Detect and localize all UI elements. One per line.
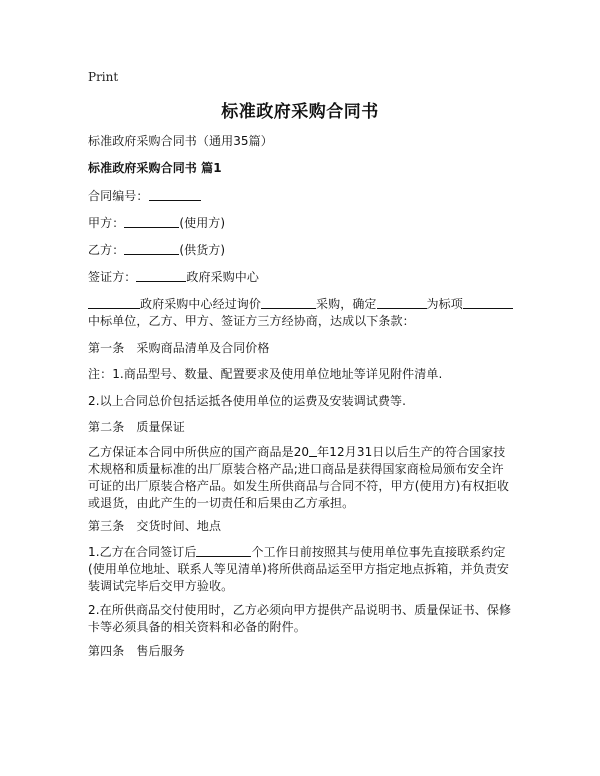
intro-blank-3 [377,296,427,309]
article-2-text-2: 年12月31日以后生产的符合国家技术规格和质量标准的出厂原装合格产品;进口商品是获得国家商检局颁布安全许可证的出厂原装合格产品。如发生所供商品与合同不符，甲方(使用方)有权拒收或退货，由此产生的一切责任和后果由乙方承担。 [88,445,509,510]
intro-text-3: 为标项 [426,297,463,311]
section-heading: 标准政府采购合同书 篇1 [88,161,222,175]
party-b-line [88,242,514,259]
article-2-year-blank [309,444,317,457]
article-3-item-1-text-1: 1.乙方在合同签订后 [88,545,197,559]
party-a-label: 甲方： [88,216,125,230]
intro-text-1: 政府采购中心经过询价 [140,297,262,311]
article-3-days-blank [196,544,251,557]
intro-paragraph [88,296,514,330]
article-3-item-1-text-2: 个工作日前按照其与使用单位事先直接联系约定(使用单位地址、联系人等见清单)将所供商品运至甲方指定地点拆箱，并负责安装调试完毕后交甲方验收。 [88,545,509,593]
party-b-role: (供货方) [179,243,226,257]
intro-blank-4 [463,296,513,309]
witness-blank [136,269,186,282]
contract-number-line [88,188,514,205]
witness-line [88,269,514,286]
document-subtitle: 标准政府采购合同书（通用35篇） [88,134,273,148]
article-1-title: 第一条 采购商品清单及合同价格 [88,341,270,355]
article-1-note: 注：1.商品型号、数量、配置要求及使用单位地址等详见附件清单. [88,367,443,381]
article-2-title: 第二条 质量保证 [88,420,185,434]
article-4-title: 第四条 售后服务 [88,644,185,658]
article-1-item-2: 2.以上合同总价包括运抵各使用单位的运费及安装调试费等. [88,394,407,408]
contract-number-blank [149,188,201,201]
party-a-role: (使用方) [179,216,226,230]
article-2-text-1: 乙方保证本合同中所供应的国产商品是20 [88,445,310,459]
intro-text-2: 采购，确定 [316,297,377,311]
article-3-item-2: 2.在所供商品交付使用时，乙方必须向甲方提供产品说明书、质量保证书、保修卡等必须具备的相关资料和必备的附件。 [88,603,512,634]
intro-blank-1 [88,296,140,309]
document-title: 标准政府采购合同书 [221,102,379,122]
witness-org: 政府采购中心 [186,270,260,284]
article-3-item-1 [88,544,514,595]
contract-number-label: 合同编号： [88,189,149,203]
party-b-blank [124,242,179,255]
intro-text-4: 中标单位，乙方、甲方、签证方三方经协商，达成以下条款： [88,314,415,328]
party-b-label: 乙方： [88,243,125,257]
intro-blank-2 [261,296,316,309]
print-link[interactable]: Print [88,70,119,84]
article-2-body [88,444,514,512]
party-a-line [88,215,514,232]
witness-label: 签证方： [88,270,137,284]
party-a-blank [124,215,179,228]
article-3-title: 第三条 交货时间、地点 [88,519,222,533]
